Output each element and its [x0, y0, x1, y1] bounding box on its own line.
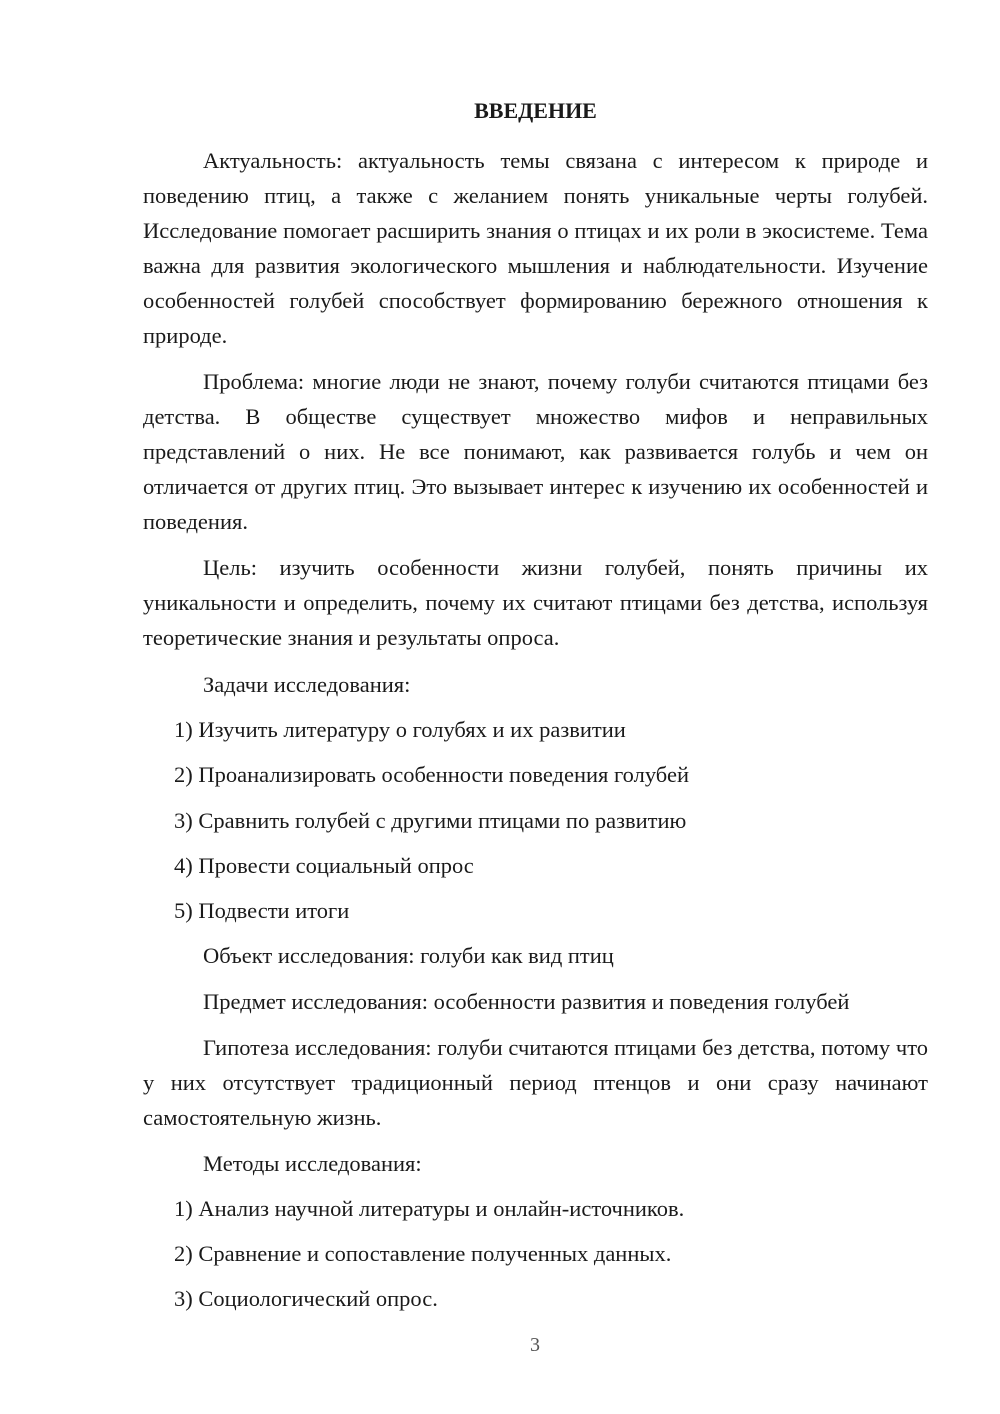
- task-item: 1) Изучить литературу о голубях и их развитии: [174, 717, 626, 742]
- hypothesis-paragraph: Гипотеза исследования: голуби считаются птицами без детства, потому что у них отсутствует традиционный период птенцов и они сразу начинают самостоятельную жизнь.: [143, 1035, 928, 1130]
- task-item: 2) Проанализировать особенности поведения голубей: [174, 762, 689, 787]
- page-number: 3: [530, 1334, 540, 1356]
- research-object: Объект исследования: голуби как вид птиц: [203, 943, 614, 968]
- method-item: 1) Анализ научной литературы и онлайн-источников.: [174, 1196, 685, 1221]
- research-subject: Предмет исследования: особенности развития и поведения голубей: [203, 989, 850, 1014]
- task-item: 3) Сравнить голубей с другими птицами по развитию: [174, 808, 687, 833]
- methods-heading: Методы исследования:: [203, 1151, 422, 1176]
- actuality-paragraph: Актуальность: актуальность темы связана с интересом к природе и поведению птиц, а также с желанием понять уникальные черты голубей. Исследование помогает расширить знания о птицах и их роли в экосистеме. Тема важна для развития экологического мышления и наблюдательности. Изучение особенностей голубей способствует формированию бережного отношения к природе.: [143, 148, 928, 348]
- task-item: 5) Подвести итоги: [174, 898, 350, 923]
- problem-paragraph: Проблема: многие люди не знают, почему голуби считаются птицами без детства. В обществе существует множество мифов и неправильных представлений о них. Не все понимают, как развивается голубь и чем он отличается от других птиц. Это вызывает интерес к изучению их особенностей и поведения.: [143, 369, 928, 534]
- method-item: 2) Сравнение и сопоставление полученных данных.: [174, 1241, 672, 1266]
- method-item: 3) Социологический опрос.: [174, 1286, 438, 1311]
- section-title: ВВЕДЕНИЕ: [474, 98, 597, 123]
- goal-paragraph: Цель: изучить особенности жизни голубей, понять причины их уникальности и определить, почему их считают птицами без детства, используя теоретические знания и результаты опроса.: [143, 555, 928, 650]
- tasks-heading: Задачи исследования:: [203, 672, 411, 697]
- task-item: 4) Провести социальный опрос: [174, 853, 474, 878]
